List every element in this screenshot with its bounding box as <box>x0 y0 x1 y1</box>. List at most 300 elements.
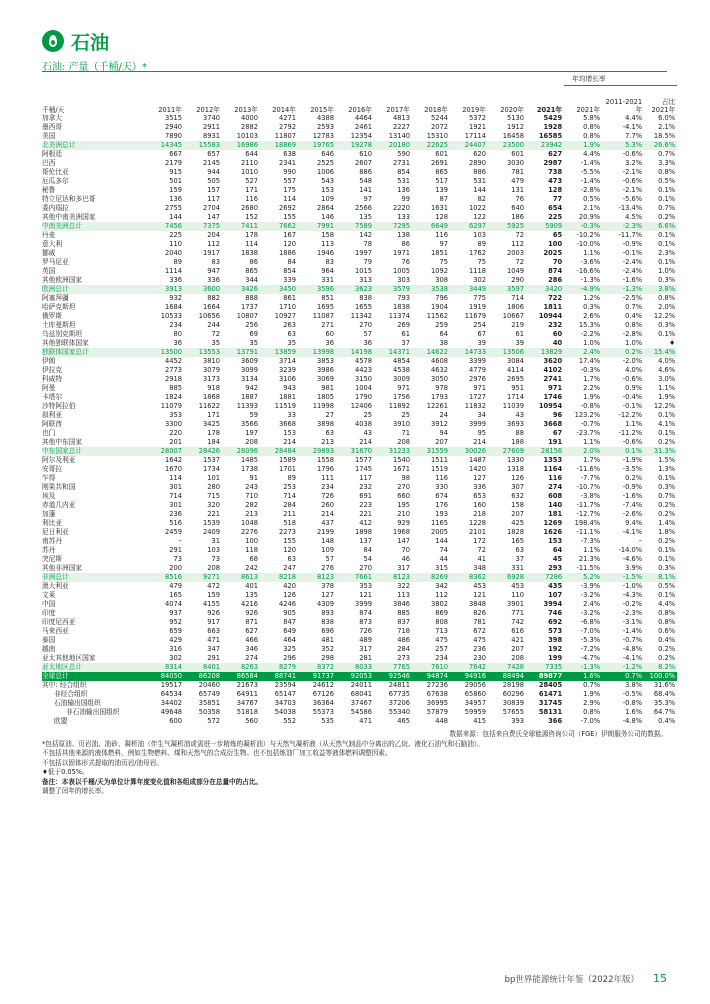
table-cell: – <box>638 537 643 545</box>
table-cell: 610 <box>359 150 372 158</box>
table-cell: 31559 <box>412 447 450 456</box>
table-cell: 290 <box>511 276 524 284</box>
table-cell: 291 <box>207 654 220 662</box>
table-cell: 1762 <box>468 249 486 257</box>
row-label: 阿根廷 <box>42 150 63 158</box>
table-cell: 0.1% <box>658 546 676 554</box>
table-cell: 31 <box>211 537 220 545</box>
table-cell: 4423 <box>354 366 372 374</box>
table-cell: 178 <box>207 429 220 437</box>
table-cell: 225 <box>169 231 182 239</box>
table-cell: 64 <box>552 546 563 554</box>
table-cell: 1.9% <box>583 690 601 698</box>
table-cell: 722 <box>548 294 563 302</box>
table-cell: 20.9% <box>578 213 601 221</box>
table-cell: 137 <box>359 537 372 545</box>
table-row <box>42 627 677 636</box>
table-cell: 663 <box>207 627 220 635</box>
table-cell: 1946 <box>316 249 334 257</box>
table-cell: 929 <box>397 519 410 527</box>
table-row <box>42 213 677 222</box>
table-cell: -3.2% <box>580 591 601 599</box>
table-cell: 51818 <box>236 708 258 716</box>
row-label: 其他独联体国家 <box>42 339 89 347</box>
table-cell: 234 <box>169 321 182 329</box>
table-cell: 11087 <box>312 312 334 320</box>
table-cell: 796 <box>435 294 448 302</box>
table-cell: 1.1% <box>583 249 601 257</box>
column-header: 2014年 <box>272 106 296 114</box>
table-cell: 2.6% <box>583 312 601 320</box>
table-cell: 1164 <box>543 465 563 473</box>
table-cell: 653 <box>473 492 486 500</box>
column-header: 2021年 <box>536 106 563 114</box>
table-cell: 0.1% <box>658 591 676 599</box>
row-label: 全球总计 <box>42 672 146 681</box>
table-cell: 2276 <box>240 528 258 536</box>
table-cell: 59959 <box>464 708 486 716</box>
table-cell: 12.2% <box>653 402 676 410</box>
table-cell: 117 <box>359 474 372 482</box>
table-cell: 201 <box>169 438 182 446</box>
table-cell: 307 <box>511 483 524 491</box>
table-cell: 97 <box>363 195 372 203</box>
table-cell: 342 <box>435 582 448 590</box>
table-cell: 8314 <box>146 663 184 672</box>
table-cell: 144 <box>169 213 182 221</box>
table-cell: 7662 <box>260 222 298 231</box>
table-cell: 951 <box>511 384 524 392</box>
table-cell: 172 <box>473 537 486 545</box>
table-cell: 31745 <box>538 699 563 707</box>
table-cell: 61 <box>515 330 524 338</box>
table-row <box>42 339 677 348</box>
table-cell: 7610 <box>412 663 450 672</box>
table-cell: 971 <box>548 384 563 392</box>
table-cell: -10.2% <box>576 231 601 239</box>
table-cell: 0.2% <box>602 348 644 357</box>
table-cell: 4.0% <box>658 357 676 365</box>
table-cell: 64.7% <box>653 708 676 716</box>
row-label: 其他中南美洲国家 <box>42 213 96 221</box>
table-cell: 2940 <box>164 123 182 131</box>
growth-group-header: 年均增长率 <box>564 74 677 86</box>
table-cell: 1118 <box>468 267 486 275</box>
table-cell: 837 <box>397 618 410 626</box>
table-cell: 12.2% <box>653 312 676 320</box>
table-row <box>42 717 677 726</box>
table-cell: 826 <box>473 609 486 617</box>
table-cell: 92053 <box>336 672 374 681</box>
table-cell: 68 <box>249 555 258 563</box>
table-cell: 2.1% <box>583 204 601 212</box>
table-cell: 0.7% <box>625 303 643 311</box>
table-cell: 4538 <box>392 366 410 374</box>
table-cell: -0.7% <box>622 636 643 644</box>
table-cell: -10.0% <box>576 240 601 248</box>
table-cell: 96 <box>552 411 563 419</box>
table-cell: 4608 <box>430 357 448 365</box>
table-cell: 296 <box>283 654 296 662</box>
table-cell: 1928 <box>543 123 563 131</box>
table-cell: -2.8% <box>580 186 601 194</box>
table-cell: 95 <box>477 429 486 437</box>
table-cell: 10533 <box>160 312 182 320</box>
table-cell: 2.0% <box>564 447 602 456</box>
table-row <box>42 582 677 591</box>
table-cell: 771 <box>511 609 524 617</box>
table-row <box>42 501 677 510</box>
table-cell: 88494 <box>488 672 526 681</box>
table-cell: 39 <box>477 339 486 347</box>
table-cell: -0.6% <box>622 438 643 446</box>
table-cell: 86208 <box>184 672 222 681</box>
table-cell: 7765 <box>374 663 412 672</box>
table-cell: -1.3% <box>564 663 602 672</box>
table-cell: 1.5% <box>658 456 676 464</box>
table-cell: 207 <box>435 438 448 446</box>
table-cell: 27236 <box>426 681 448 689</box>
table-cell: -2.0% <box>622 357 643 365</box>
table-cell: 4854 <box>392 357 410 365</box>
table-cell: 28405 <box>538 681 563 689</box>
table-cell: -2.4% <box>622 258 643 266</box>
table-cell: 3999 <box>354 600 372 608</box>
table-cell: 0.1% <box>658 330 676 338</box>
row-label: 欧洲总计 <box>42 285 146 294</box>
table-cell: 153 <box>321 186 334 194</box>
table-cell: 303 <box>397 276 410 284</box>
table-cell: 8372 <box>298 663 336 672</box>
table-cell: 13140 <box>388 132 410 140</box>
row-label: 哈萨克斯坦 <box>42 303 76 311</box>
table-row <box>42 681 677 690</box>
table-cell: 412 <box>359 519 372 527</box>
row-label: 乍得 <box>42 474 56 482</box>
table-cell: 8401 <box>184 663 222 672</box>
table-cell: 861 <box>283 294 296 302</box>
table-cell: 1.0% <box>658 267 676 275</box>
table-cell: 11807 <box>274 132 296 140</box>
table-cell: 301 <box>169 501 182 509</box>
table-cell: 12354 <box>350 132 372 140</box>
table-row <box>42 690 677 699</box>
table-cell: 1626 <box>543 528 563 536</box>
table-cell: 926 <box>207 609 220 617</box>
table-cell: 1790 <box>354 393 372 401</box>
table-cell: 9.4% <box>625 519 643 527</box>
table-cell: 1487 <box>468 456 486 464</box>
table-cell: 36 <box>325 339 334 347</box>
row-label: 科威特 <box>42 375 63 383</box>
table-cell: 7991 <box>298 222 336 231</box>
table-cell: 535 <box>321 717 334 725</box>
table-cell: 3.9% <box>625 564 643 572</box>
table-cell: 3399 <box>468 357 486 365</box>
table-cell: 726 <box>321 492 334 500</box>
table-cell: 3.0% <box>658 375 676 383</box>
table-cell: 1269 <box>543 519 563 527</box>
table-cell: 35851 <box>198 699 220 707</box>
table-cell: 127 <box>321 591 334 599</box>
table-cell: 38 <box>439 339 448 347</box>
table-cell: -0.1% <box>622 402 643 410</box>
table-cell: 65749 <box>198 690 220 698</box>
table-cell: 1.1% <box>583 546 601 554</box>
table-cell: -1.4% <box>622 627 643 635</box>
table-cell: 4452 <box>164 357 182 365</box>
table-cell: 139 <box>435 186 448 194</box>
table-cell: -4.8% <box>622 717 643 725</box>
table-cell: 313 <box>359 276 372 284</box>
table-cell: -1.0% <box>622 582 643 590</box>
table-cell: -7.7% <box>580 474 601 482</box>
table-cell: 0.8% <box>658 609 676 617</box>
table-cell: 1793 <box>430 393 448 401</box>
table-cell: 120 <box>283 546 296 554</box>
table-cell: 37206 <box>388 699 410 707</box>
table-cell: 1.4% <box>658 519 676 527</box>
table-cell: 31233 <box>374 447 412 456</box>
table-cell: 17.4% <box>578 357 601 365</box>
row-label: 其中: 经合组织 <box>42 681 87 689</box>
table-cell: -3.1% <box>622 618 643 626</box>
table-cell: 971 <box>473 384 486 392</box>
table-cell: 171 <box>245 186 258 194</box>
table-cell: 353 <box>359 582 372 590</box>
table-cell: -1.6% <box>622 276 643 284</box>
table-cell: 94874 <box>412 672 450 681</box>
table-cell: 110 <box>511 591 524 599</box>
table-cell: 336 <box>169 276 182 284</box>
table-cell: -2.3% <box>622 609 643 617</box>
table-cell: 475 <box>473 636 486 644</box>
table-cell: 0.5% <box>658 177 676 185</box>
table-cell: 479 <box>169 582 182 590</box>
column-header: 占比 2021年 <box>651 98 676 114</box>
table-cell: 692 <box>548 618 563 626</box>
table-cell: 45 <box>552 555 563 563</box>
table-cell: 3994 <box>543 600 563 608</box>
table-cell: 573 <box>548 627 563 635</box>
table-cell: 204 <box>207 231 220 239</box>
table-cell: 2.4% <box>564 348 602 357</box>
table-cell: 77 <box>552 195 563 203</box>
table-cell: 21.3% <box>578 555 601 563</box>
column-header: 2017年 <box>386 106 410 114</box>
table-row <box>42 510 677 519</box>
table-cell: 101 <box>207 474 220 482</box>
table-cell: 8.1% <box>644 573 677 582</box>
row-label: 美国 <box>42 132 56 140</box>
table-cell: 270 <box>359 564 372 572</box>
table-cell: 572 <box>207 717 220 725</box>
table-cell: 74 <box>439 546 448 554</box>
table-cell: 4216 <box>240 600 258 608</box>
table-cell: 10944 <box>538 312 563 320</box>
table-cell: 1485 <box>240 456 258 464</box>
table-cell: 10667 <box>502 312 524 320</box>
table-cell: 60296 <box>502 690 524 698</box>
table-cell: 76 <box>515 195 524 203</box>
table-cell: 73 <box>173 555 182 563</box>
notes-block <box>42 730 667 797</box>
table-cell: 1022 <box>468 204 486 212</box>
table-row <box>42 402 677 411</box>
table-cell: 79 <box>363 258 372 266</box>
table-cell: 1420 <box>468 465 486 473</box>
table-cell: 1049 <box>506 267 524 275</box>
table-cell: 0.1% <box>658 231 676 239</box>
table-row <box>42 366 677 375</box>
table-cell: 281 <box>359 654 372 662</box>
table-cell: 8218 <box>260 573 298 582</box>
table-cell: 435 <box>548 582 563 590</box>
table-cell: -2.8% <box>622 330 643 338</box>
table-cell: 136 <box>169 195 182 203</box>
table-cell: 43 <box>515 411 524 419</box>
table-row <box>42 537 677 546</box>
table-cell: 31.6% <box>653 681 676 689</box>
table-cell: 218 <box>473 510 486 518</box>
table-cell: 915 <box>169 168 182 176</box>
table-cell: 838 <box>359 294 372 302</box>
table-cell: 155 <box>283 537 296 545</box>
table-cell: 1968 <box>392 528 410 536</box>
table-cell: 3597 <box>488 285 526 294</box>
table-cell: 270 <box>397 483 410 491</box>
table-cell: 0.7% <box>583 681 601 689</box>
table-row <box>42 429 677 438</box>
row-label: 伊朗 <box>42 357 56 365</box>
table-cell: 8362 <box>450 573 488 582</box>
table-cell: -2.5% <box>622 294 643 302</box>
table-cell: 65147 <box>274 690 296 698</box>
row-label: 越南 <box>42 645 56 653</box>
table-cell: 775 <box>473 294 486 302</box>
table-cell: 0.5% <box>583 195 601 203</box>
table-cell: 221 <box>207 510 220 518</box>
table-cell: 16458 <box>502 132 524 140</box>
table-cell: -3.6% <box>580 258 601 266</box>
table-cell: 3609 <box>240 357 258 365</box>
table-cell: 3300 <box>164 420 182 428</box>
row-label: 丹麦 <box>42 231 56 239</box>
table-cell: 718 <box>397 627 410 635</box>
table-cell: 147 <box>207 213 220 221</box>
table-cell: 0.4% <box>625 312 643 320</box>
table-cell: 464 <box>283 636 296 644</box>
table-cell: 1511 <box>430 456 448 464</box>
table-cell: 1745 <box>354 465 372 473</box>
table-cell: 453 <box>511 582 524 590</box>
table-cell: 2680 <box>240 204 258 212</box>
table-cell: 5.8% <box>583 114 601 122</box>
column-header: 2011-2021年 <box>605 98 643 114</box>
table-cell: 15.3% <box>578 321 601 329</box>
table-cell: 35 <box>211 339 220 347</box>
table-cell: 3898 <box>316 420 334 428</box>
table-cell: 274 <box>548 483 563 491</box>
table-cell: -2.1% <box>622 168 643 176</box>
table-cell: 531 <box>473 177 486 185</box>
table-cell: 869 <box>435 609 448 617</box>
table-cell: 109 <box>321 546 334 554</box>
table-cell: 0.2% <box>658 438 676 446</box>
table-cell: 2704 <box>202 204 220 212</box>
table-cell: 127 <box>473 474 486 482</box>
table-cell: 221 <box>359 510 372 518</box>
table-cell: 86 <box>401 240 410 248</box>
table-cell: 331 <box>511 564 524 572</box>
table-cell: 188 <box>511 438 524 446</box>
table-total-row <box>42 348 677 357</box>
table-cell: 23942 <box>526 141 564 150</box>
table-cell: 236 <box>473 645 486 653</box>
table-cell: 2005 <box>430 528 448 536</box>
table-cell: 44 <box>439 555 448 563</box>
table-cell: -0.3% <box>580 366 601 374</box>
table-cell: 86584 <box>222 672 260 681</box>
table-cell: 3.8% <box>644 285 677 294</box>
table-cell: 109 <box>321 195 334 203</box>
page-number: 15 <box>653 972 667 985</box>
table-cell: 88741 <box>260 672 298 681</box>
table-cell: 61 <box>401 330 410 338</box>
row-label: 中国 <box>42 600 56 608</box>
table-cell: 888 <box>245 294 258 302</box>
table-cell: 710 <box>245 492 258 500</box>
table-cell: 67 <box>552 429 563 437</box>
table-cell: 465 <box>397 717 410 725</box>
table-cell: 126 <box>283 591 296 599</box>
table-cell: 1671 <box>392 465 410 473</box>
table-cell: 918 <box>207 384 220 392</box>
table-cell: 7456 <box>146 222 184 231</box>
table-cell: 1577 <box>354 456 372 464</box>
table-cell: 20460 <box>198 681 220 689</box>
table-cell: 3173 <box>202 375 220 383</box>
table-cell: -12.2% <box>618 411 643 419</box>
table-cell: 76 <box>401 258 410 266</box>
table-cell: 35.3% <box>653 699 676 707</box>
table-row <box>42 591 677 600</box>
table-cell: -11.6% <box>576 465 601 473</box>
table-cell: 94916 <box>450 672 488 681</box>
table-cell: 113 <box>321 240 334 248</box>
table-cell: 98 <box>401 474 410 482</box>
table-cell: 4074 <box>164 600 182 608</box>
table-cell: 19278 <box>336 141 374 150</box>
table-cell: 18.5% <box>653 132 676 140</box>
row-label: 非经合组织 <box>54 690 88 698</box>
table-cell: 140 <box>548 501 563 509</box>
table-cell: 0.3% <box>658 276 676 284</box>
table-cell: 600 <box>169 717 182 725</box>
table-cell: 269 <box>397 321 410 329</box>
table-cell: 885 <box>169 384 182 392</box>
table-cell: 905 <box>283 609 296 617</box>
table-cell: 148 <box>321 537 334 545</box>
table-row <box>42 564 677 573</box>
table-cell: 1330 <box>506 456 524 464</box>
table-cell: 155 <box>283 213 296 221</box>
table-cell: 84 <box>363 546 372 554</box>
table-cell: 398 <box>548 636 563 644</box>
table-cell: 11039 <box>502 402 524 410</box>
table-cell: 3099 <box>240 366 258 374</box>
table-cell: 7295 <box>374 222 412 231</box>
